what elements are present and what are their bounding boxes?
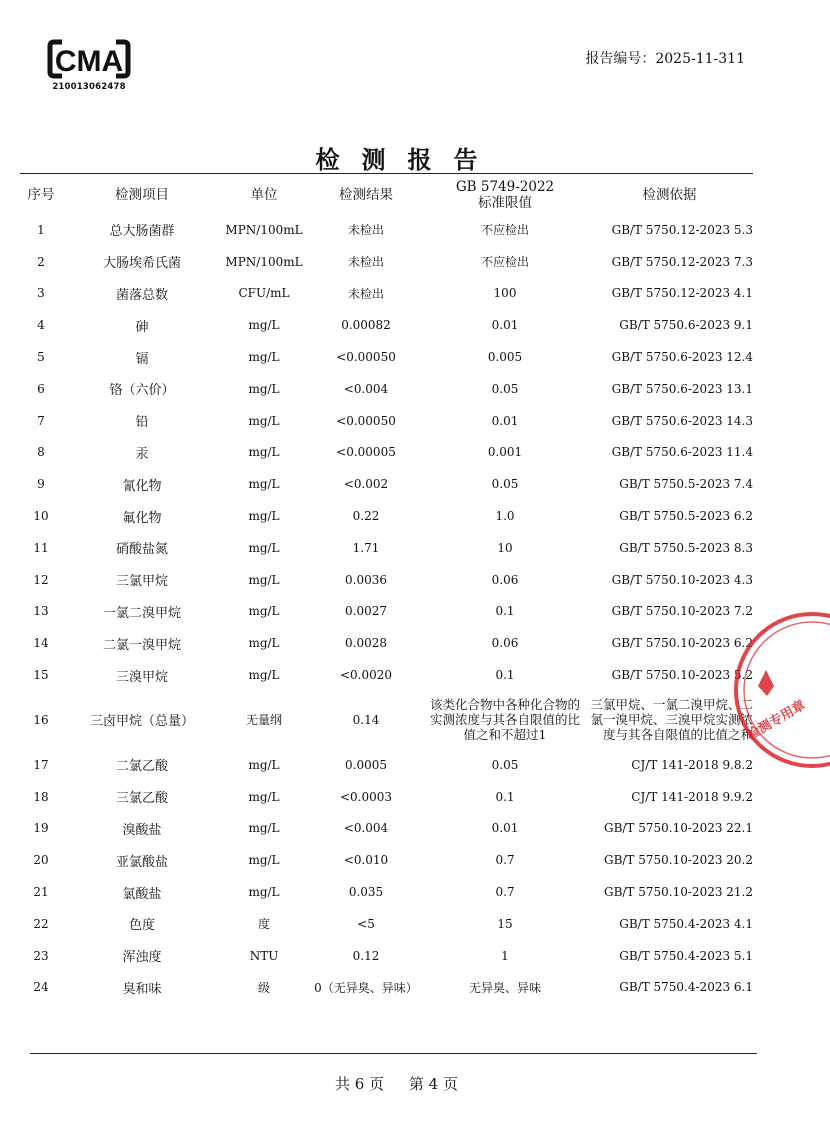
cell-limit: 0.1 — [495, 789, 515, 804]
cell-method: GB/T 5750.10-2023 5.2 — [611, 668, 753, 683]
cell-result: 0.22 — [352, 509, 380, 524]
cell-method: CJ/T 141-2018 9.8.2 — [631, 757, 753, 772]
cell-method: GB/T 5750.12-2023 5.3 — [611, 222, 753, 237]
table-row — [20, 500, 755, 532]
cell-limit: 不应检出 — [480, 223, 529, 238]
col-header-method: 检测依据 — [642, 187, 697, 203]
cell-result: 0.0036 — [345, 572, 387, 587]
cell-result: <0.0003 — [339, 789, 393, 804]
cell-method: 三氯甲烷、一氯二溴甲烷、二氯一溴甲烷、三溴甲烷实测浓度与其各自限值的比值之和 — [590, 697, 753, 743]
table-row — [20, 844, 755, 876]
cell-unit: mg/L — [248, 757, 280, 772]
cell-result: <0.002 — [343, 477, 389, 492]
cell-result: <5 — [357, 916, 375, 931]
cell-unit: mg/L — [248, 668, 280, 683]
table-row — [20, 596, 755, 628]
cell-limit: 不应检出 — [480, 255, 529, 270]
cell-unit: mg/L — [248, 636, 280, 651]
cell-result: 0.14 — [352, 712, 380, 727]
table-header-row — [20, 176, 755, 214]
cell-seq: 14 — [33, 636, 49, 651]
cma-logo-number: 210013062478 — [52, 82, 126, 92]
cell-method: GB/T 5750.6-2023 9.1 — [619, 318, 753, 333]
cell-unit: mg/L — [248, 604, 280, 619]
cell-limit: 0.01 — [491, 821, 519, 836]
cell-limit: 0.7 — [495, 853, 515, 868]
cell-result: <0.00050 — [336, 350, 396, 365]
cell-method: CJ/T 141-2018 9.9.2 — [631, 789, 753, 804]
table-row — [20, 278, 755, 310]
cell-limit: 0.05 — [491, 477, 519, 492]
cell-method: GB/T 5750.4-2023 6.1 — [619, 980, 753, 995]
col-header-unit: 单位 — [250, 187, 278, 203]
cell-seq: 2 — [37, 254, 45, 269]
cell-item: 三溴甲烷 — [115, 669, 168, 685]
cell-result: 未检出 — [347, 223, 384, 238]
table-row — [20, 214, 755, 246]
cell-seq: 9 — [37, 477, 45, 492]
cell-result: <0.004 — [343, 381, 389, 396]
cell-limit: 1.0 — [495, 509, 515, 524]
cell-item: 铬（六价） — [109, 383, 175, 399]
table-row — [20, 940, 755, 972]
cell-item: 菌落总数 — [115, 287, 168, 303]
table-row — [20, 532, 755, 564]
table-row — [20, 972, 755, 1004]
cell-unit: 级 — [257, 980, 270, 995]
title-divider — [20, 173, 753, 174]
cell-seq: 24 — [33, 980, 49, 995]
cell-result: 0.0028 — [345, 636, 387, 651]
cell-unit: MPN/100mL — [225, 222, 303, 237]
cell-unit: mg/L — [248, 350, 280, 365]
col-header-seq: 序号 — [27, 187, 55, 203]
cell-unit: 度 — [257, 917, 270, 932]
cell-method: GB/T 5750.10-2023 7.2 — [611, 604, 753, 619]
cell-result: <0.0020 — [339, 668, 393, 683]
cell-unit: mg/L — [248, 477, 280, 492]
inspection-seal — [720, 600, 830, 780]
cell-seq: 10 — [33, 509, 49, 524]
cell-item: 亚氯酸盐 — [115, 854, 168, 870]
cell-item: 二氯乙酸 — [115, 759, 168, 775]
cell-unit: mg/L — [248, 572, 280, 587]
table-row — [20, 373, 755, 405]
cell-unit: mg/L — [248, 445, 280, 460]
cell-item: 溴酸盐 — [122, 822, 162, 838]
cell-unit: CFU/mL — [238, 286, 290, 301]
cell-method: GB/T 5750.5-2023 6.2 — [619, 509, 753, 524]
col-header-limit-standard: GB 5749-2022 — [455, 179, 555, 195]
cell-seq: 12 — [33, 572, 49, 587]
page-current: 第 4 页 — [408, 1075, 458, 1093]
col-header-limit-label: 标准限值 — [478, 195, 532, 211]
cell-item: 浑浊度 — [122, 950, 162, 966]
cell-method: GB/T 5750.10-2023 20.2 — [603, 853, 753, 868]
cma-logo-text: CMA — [54, 45, 124, 78]
table-row — [20, 405, 755, 437]
cell-seq: 4 — [37, 318, 45, 333]
cell-seq: 22 — [33, 916, 49, 931]
cell-limit: 0.01 — [491, 413, 519, 428]
cell-item: 汞 — [135, 446, 149, 462]
cell-result: <0.010 — [343, 853, 389, 868]
cell-item: 大肠埃希氏菌 — [102, 256, 181, 272]
cell-seq: 11 — [33, 540, 49, 555]
cell-result: 0.035 — [348, 885, 384, 900]
table-row — [20, 908, 755, 940]
seal-text: 检测专用章 — [744, 697, 809, 744]
cell-seq: 21 — [33, 885, 49, 900]
cell-unit: NTU — [249, 948, 279, 963]
cell-seq: 18 — [33, 789, 49, 804]
cell-item: 二氯一溴甲烷 — [102, 637, 181, 653]
cell-method: GB/T 5750.4-2023 4.1 — [619, 916, 753, 931]
cell-unit: 无量纲 — [245, 713, 282, 728]
cell-item: 硝酸盐氮 — [115, 542, 168, 558]
cell-unit: mg/L — [248, 853, 280, 868]
page-total: 共 6 页 — [335, 1075, 385, 1093]
table-row — [20, 309, 755, 341]
cell-method: GB/T 5750.12-2023 4.1 — [611, 286, 753, 301]
cell-seq: 1 — [37, 222, 45, 237]
report-number — [585, 48, 745, 68]
cell-limit: 0.06 — [491, 572, 519, 587]
cell-result: 1.71 — [352, 540, 380, 555]
cell-method: GB/T 5750.6-2023 13.1 — [611, 381, 753, 396]
cell-seq: 15 — [33, 668, 49, 683]
cell-result: 0.00082 — [341, 318, 391, 333]
cell-seq: 13 — [33, 604, 49, 619]
cell-item: 臭和味 — [122, 981, 162, 997]
cell-limit: 无异臭、异味 — [468, 980, 541, 995]
footer-divider — [30, 1053, 757, 1054]
cell-item: 氰化物 — [122, 478, 162, 494]
cell-limit: 15 — [497, 916, 513, 931]
cell-unit: mg/L — [248, 789, 280, 804]
table-row — [20, 246, 755, 278]
report-number-label: 报告编号： — [585, 51, 656, 67]
page-title: 检测报告 — [315, 145, 500, 174]
cell-method: GB/T 5750.10-2023 22.1 — [603, 821, 753, 836]
cell-limit: 0.06 — [491, 636, 519, 651]
cell-method: GB/T 5750.10-2023 6.2 — [611, 636, 753, 651]
cell-item: 铅 — [135, 415, 149, 431]
cell-method: GB/T 5750.5-2023 7.4 — [619, 477, 753, 492]
cell-item: 一氯二溴甲烷 — [102, 605, 181, 621]
table-row — [20, 627, 755, 659]
cell-method: GB/T 5750.12-2023 7.3 — [611, 254, 753, 269]
cell-result: <0.004 — [343, 821, 389, 836]
col-header-limit — [426, 176, 584, 214]
col-header-item: 检测项目 — [115, 187, 169, 203]
cell-unit: MPN/100mL — [225, 254, 303, 269]
cell-unit: mg/L — [248, 509, 280, 524]
cell-seq: 23 — [33, 948, 49, 963]
cell-method: GB/T 5750.10-2023 21.2 — [603, 885, 753, 900]
cell-seq: 19 — [33, 821, 49, 836]
cell-unit: mg/L — [248, 821, 280, 836]
table-row — [20, 691, 755, 749]
cell-seq: 17 — [33, 757, 49, 772]
cell-result: 0.12 — [352, 948, 380, 963]
cell-limit: 10 — [497, 540, 513, 555]
results-table-body — [20, 214, 755, 1003]
cell-method: GB/T 5750.6-2023 12.4 — [611, 350, 753, 365]
cma-logo-mark — [46, 38, 132, 82]
cell-seq: 20 — [33, 853, 49, 868]
cell-item: 总大肠菌群 — [109, 224, 175, 240]
table-row — [20, 341, 755, 373]
cell-unit: mg/L — [248, 540, 280, 555]
cell-item: 氯酸盐 — [122, 886, 162, 902]
cell-seq: 3 — [37, 286, 45, 301]
cell-limit: 0.7 — [495, 885, 515, 900]
col-header-result: 检测结果 — [339, 187, 393, 203]
table-row — [20, 813, 755, 845]
cell-item: 砷 — [135, 319, 149, 335]
page-footer — [0, 1073, 793, 1094]
cell-item: 氟化物 — [122, 510, 162, 526]
table-row — [20, 437, 755, 469]
cell-item: 镉 — [135, 351, 149, 367]
cma-logo — [46, 38, 132, 94]
cell-limit: 0.01 — [491, 318, 519, 333]
cell-result: <0.00050 — [336, 413, 396, 428]
table-row — [20, 564, 755, 596]
cell-seq: 6 — [37, 381, 45, 396]
cell-item: 三氯甲烷 — [115, 574, 168, 590]
cell-seq: 16 — [33, 712, 49, 727]
table-row — [20, 876, 755, 908]
cell-item: 三氯乙酸 — [115, 791, 168, 807]
table-row — [20, 749, 755, 781]
cell-limit: 100 — [493, 286, 517, 301]
results-table — [20, 176, 755, 1003]
cell-result: 未检出 — [347, 255, 384, 270]
cell-limit: 0.05 — [491, 381, 519, 396]
cell-result: 0.0005 — [345, 757, 387, 772]
cell-unit: mg/L — [248, 413, 280, 428]
cell-unit: mg/L — [248, 318, 280, 333]
cell-seq: 5 — [37, 350, 45, 365]
table-row — [20, 468, 755, 500]
cell-seq: 7 — [37, 413, 45, 428]
cell-result: 0（无异臭、异味） — [314, 980, 418, 995]
cell-unit: mg/L — [248, 381, 280, 396]
cell-limit: 0.1 — [495, 668, 515, 683]
cell-result: <0.00005 — [336, 445, 396, 460]
table-row — [20, 659, 755, 691]
cell-method: GB/T 5750.6-2023 14.3 — [611, 413, 753, 428]
cell-unit: mg/L — [248, 885, 280, 900]
cell-limit: 0.005 — [487, 350, 523, 365]
cell-item: 三卤甲烷（总量） — [89, 714, 194, 730]
cell-method: GB/T 5750.4-2023 5.1 — [619, 948, 753, 963]
cell-limit: 0.001 — [487, 445, 523, 460]
cell-result: 0.0027 — [345, 604, 387, 619]
cell-method: GB/T 5750.6-2023 11.4 — [611, 445, 753, 460]
table-row — [20, 781, 755, 813]
cell-item: 色度 — [128, 918, 155, 934]
cell-limit: 0.05 — [491, 757, 519, 772]
cell-result: 未检出 — [347, 286, 384, 301]
cell-method: GB/T 5750.5-2023 8.3 — [619, 540, 753, 555]
cell-method: GB/T 5750.10-2023 4.3 — [611, 572, 753, 587]
report-number-value: 2025-11-311 — [655, 51, 745, 67]
cell-seq: 8 — [37, 445, 45, 460]
cell-limit: 该类化合物中各种化合物的实测浓度与其各自限值的比值之和不超过1 — [429, 697, 580, 743]
cell-limit: 1 — [501, 948, 509, 963]
cell-limit: 0.1 — [495, 604, 515, 619]
